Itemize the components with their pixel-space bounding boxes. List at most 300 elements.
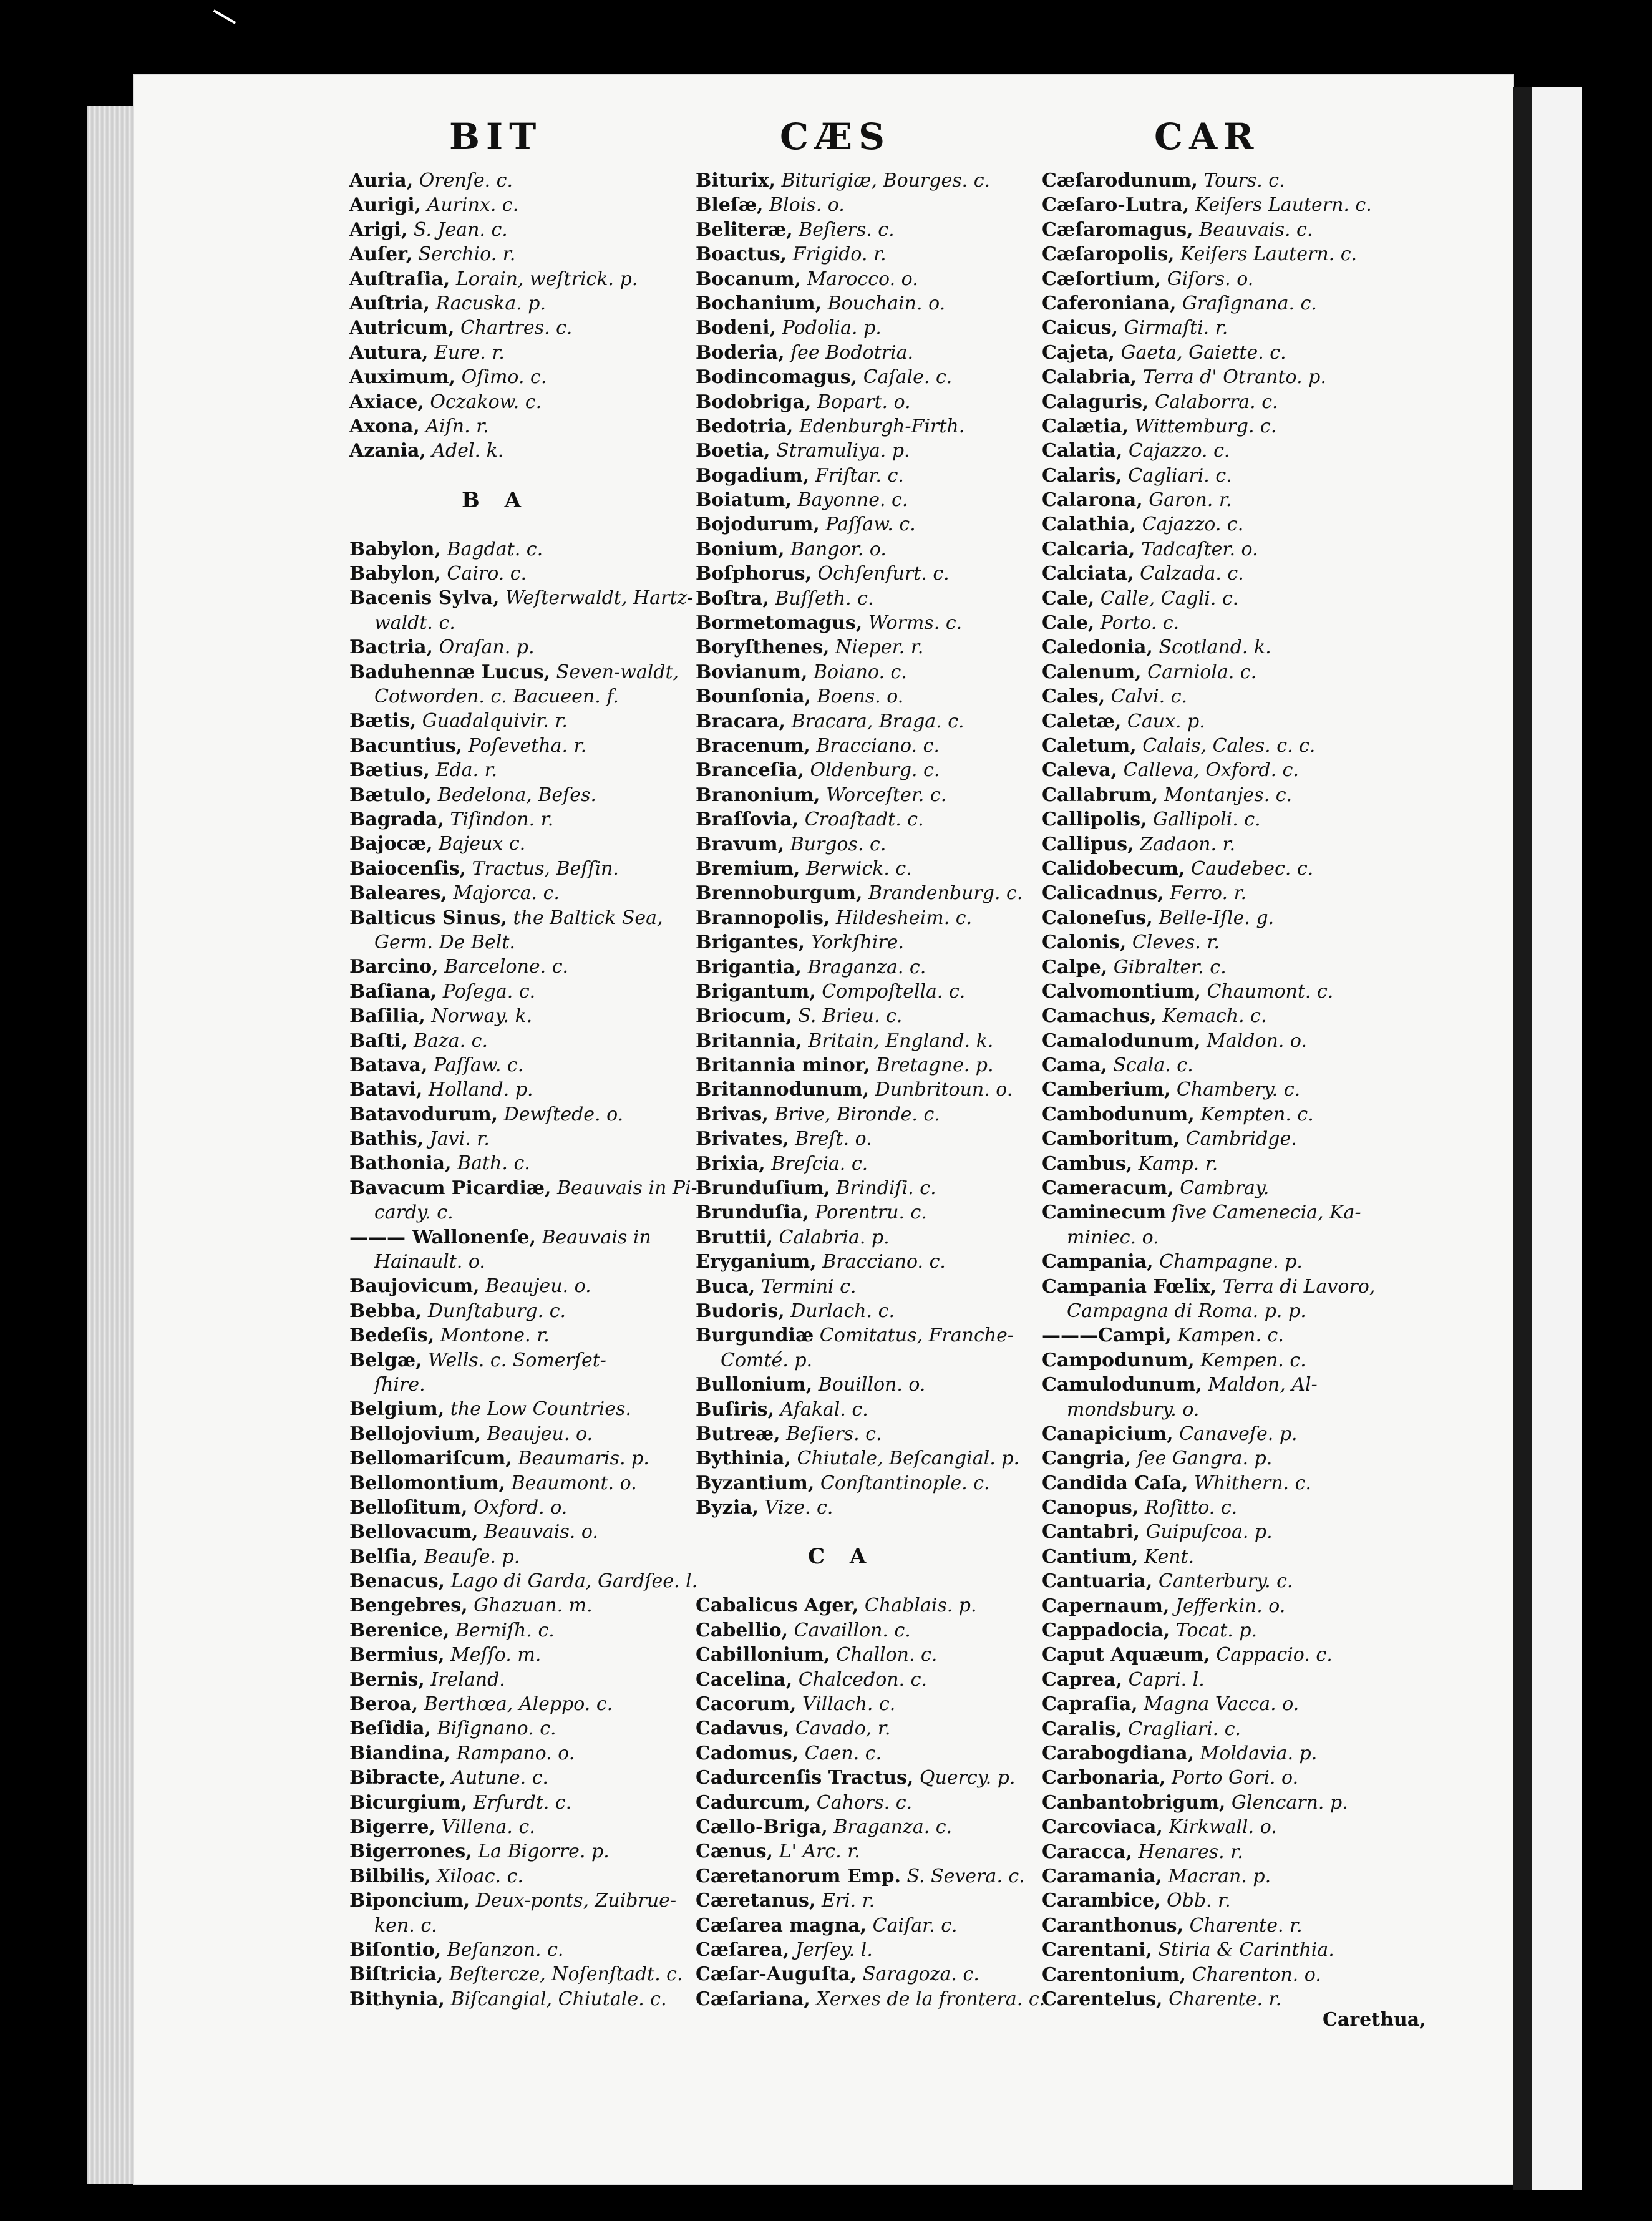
gazetteer-entry [1042,193,1375,217]
gazetteer-entry [696,1766,1045,1790]
modern-name: Conſtantinople. c. [820,1472,990,1494]
latin-name: Calathia, [1042,513,1137,536]
modern-name: Ferro. r. [1170,882,1247,905]
gazetteer-entry [696,1864,1045,1888]
latin-name: Callipolis, [1042,809,1147,831]
gazetteer-entry [696,1839,1045,1864]
latin-name: Bebba, [349,1300,422,1322]
gazetteer-entry [696,709,1045,734]
modern-name: Tours. c. [1203,170,1285,192]
latin-name: Cangria, [1042,1447,1132,1470]
catchword: Carethua, [1323,2009,1426,2031]
latin-name: Cænus, [696,1840,774,1863]
gazetteer-entry [1042,341,1375,365]
modern-name: Cotworden. c. Bacueen. f. [374,686,619,708]
latin-name: Boetia, [696,440,770,462]
gazetteer-entry [696,1299,1045,1323]
modern-name: Vize. c. [764,1497,833,1519]
gazetteer-entry [1042,168,1375,193]
latin-name: Camachus, [1042,1005,1157,1028]
modern-name: La Bigorre. p. [478,1840,610,1863]
gazetteer-entry [1042,291,1375,316]
gazetteer-entry [1042,1520,1375,1544]
gazetteer-entry [1042,1643,1375,1667]
gazetteer-entry [349,857,697,881]
modern-name: Xiloac. c. [437,1865,523,1887]
gazetteer-entry [1042,1077,1375,1102]
gazetteer-entry [696,586,1045,611]
modern-name: Chartres. c. [460,317,573,339]
modern-name: Edenburgh-Firth. [799,415,965,437]
latin-name: Cabalicus Ager, [696,1595,859,1617]
gazetteer-entry [349,1397,697,1421]
gazetteer-entry [696,857,1045,881]
gazetteer-entry [1042,365,1375,389]
latin-name: Aurigi, [349,194,422,216]
modern-name: Racuska. p. [435,292,547,314]
modern-name: Villena. c. [441,1816,535,1838]
gazetteer-entry [696,1422,1045,1446]
modern-name: Giſors. o. [1167,268,1254,290]
modern-name: Deux-ponts, Zuibrue- [475,1890,677,1912]
modern-name: Burgos. c. [790,833,887,855]
modern-name: Eure. r. [434,341,505,364]
gazetteer-entry [696,390,1045,414]
latin-name: Bovianum, [696,661,808,683]
latin-name: Auſer, [349,243,413,266]
modern-name: Stiria & Carinthia. [1158,1939,1334,1961]
modern-name: Bracciano. c. [822,1251,946,1273]
modern-name: Biturigiæ, Bourges. c. [781,170,991,192]
gazetteer-entry [349,1151,697,1175]
modern-name: Gaeta, Gaiette. c. [1120,341,1286,364]
modern-name: Caſale. c. [863,366,953,389]
latin-name: Camberium, [1042,1079,1171,1101]
latin-name: Bracenum, [696,734,810,757]
latin-name: Belgium, [349,1398,445,1421]
gazetteer-entry [349,955,697,979]
modern-name: Bayonne. c. [797,489,908,512]
gazetteer-entry [1042,1176,1375,1200]
latin-name: Boactus, [696,243,787,266]
gazetteer-entry [1042,1373,1375,1397]
latin-name: Brennoburgum, [696,882,863,905]
latin-name: Boſphorus, [696,563,812,585]
gazetteer-entry [1042,1791,1375,1815]
gazetteer-entry [1042,512,1375,537]
latin-name: Auſtria, [349,292,430,314]
gazetteer-entry [349,1373,697,1397]
gazetteer-entry [696,611,1045,635]
gazetteer-entry [696,1397,1045,1422]
gazetteer-entry [696,832,1045,857]
modern-name: Boiano. c. [814,661,907,683]
modern-name: S. Severa. c. [906,1865,1025,1887]
latin-name: Beſidia, [349,1718,432,1740]
latin-name: Byzia, [696,1497,759,1519]
modern-name: Blois. o. [769,194,845,216]
modern-name: Graſignana. c. [1182,292,1317,314]
gazetteer-entry [696,1323,1045,1348]
gazetteer-entry [349,390,697,414]
gazetteer-entry [696,684,1045,709]
modern-name: Champagne. p. [1159,1251,1303,1273]
gazetteer-entry [696,414,1045,439]
modern-name: Keiſers Lautern. c. [1180,243,1358,266]
modern-name: Brindiſi. c. [836,1177,936,1200]
latin-name: Brivates, [696,1128,789,1150]
latin-name: Calonis, [1042,931,1127,954]
gazetteer-entry [349,611,697,635]
column-right [1042,168,1375,2011]
latin-name: Calenum, [1042,661,1142,683]
latin-name: Bleſæ, [696,194,764,216]
running-header-center: CÆS [780,115,892,158]
modern-name: S. Jean. c. [413,218,508,241]
modern-name: Gallipoli. c. [1153,809,1261,831]
latin-name: Cabillonium, [696,1644,830,1666]
gazetteer-entry [1042,1717,1375,1741]
gazetteer-entry [349,635,697,659]
latin-name: Caranthonus, [1042,1914,1184,1937]
latin-name: Cale, [1042,612,1095,634]
gazetteer-entry [696,1938,1045,1962]
gazetteer-entry [1042,635,1375,659]
modern-name: Ghazuan. m. [474,1595,593,1617]
latin-name: Cacelina, [696,1668,793,1691]
latin-name: Calcaria, [1042,538,1135,560]
latin-name: Caloneſus, [1042,906,1153,929]
modern-name: Jerſey. l. [795,1938,873,1961]
modern-name: Calleva, Oxford. c. [1123,759,1299,782]
latin-name: Calidobecum, [1042,857,1185,880]
gazetteer-entry [349,979,697,1004]
gazetteer-entry [1042,832,1375,857]
latin-name: Burgundiæ [696,1324,814,1347]
gazetteer-entry [1042,242,1375,266]
latin-name: Calarona, [1042,489,1143,512]
latin-name: Belloſitum, [349,1496,468,1519]
modern-name: Poſevetha. r. [468,734,587,757]
modern-name: Guadalquivir. r. [422,710,568,732]
modern-name: Frigido. r. [792,243,887,266]
gazetteer-entry [696,1593,1045,1618]
latin-name: Baiocenſis, [349,857,467,880]
gazetteer-entry [349,1791,697,1815]
gazetteer-entry [1042,1495,1375,1520]
latin-name: Bactria, [349,636,434,659]
gazetteer-entry [696,635,1045,659]
modern-name: Capri. l. [1128,1668,1205,1691]
gazetteer-entry [696,783,1045,807]
modern-name: Seven-waldt, [556,661,679,683]
latin-name: Cama, [1042,1054,1107,1077]
modern-name: Porentru. c. [815,1202,927,1224]
gazetteer-entry [349,1176,697,1200]
gazetteer-entry [1042,488,1375,512]
modern-name: Tractus, Beſſin. [472,857,619,880]
gazetteer-entry [1042,1766,1375,1790]
gazetteer-entry [696,1250,1045,1274]
latin-name: ———Campi, [1042,1324,1172,1347]
modern-name: Paſſaw. c. [825,513,916,536]
gazetteer-entry [1042,1938,1375,1962]
modern-name: Cappacio. c. [1216,1644,1333,1666]
gazetteer-entry [1042,734,1375,758]
modern-name: Calle, Cagli. c. [1100,587,1239,610]
modern-name: Kampen. c. [1177,1324,1284,1347]
modern-name: Weſterwaldt, Hartz- [505,587,694,610]
latin-name: Auria, [349,170,414,192]
gazetteer-entry [349,1200,697,1225]
latin-name: Baujovicum, [349,1275,480,1298]
gazetteer-entry [696,1029,1045,1053]
latin-name: Autura, [349,341,429,364]
modern-name: Chambery. c. [1176,1079,1301,1101]
latin-name: Caput Aquæum, [1042,1644,1210,1666]
latin-name: Bedeſis, [349,1324,435,1347]
latin-name: Caleva, [1042,759,1118,782]
modern-name: Ireland. [430,1668,505,1691]
gazetteer-entry [1042,1815,1375,1839]
gazetteer-entry [349,193,697,217]
gazetteer-entry [696,267,1045,291]
gazetteer-entry [1042,1987,1375,2011]
gazetteer-entry [349,832,697,856]
gazetteer-entry [349,1471,697,1495]
modern-name: Britain, England. k. [808,1029,994,1052]
gazetteer-entry [349,1938,697,1962]
modern-name: Glencarn. p. [1231,1791,1348,1814]
gazetteer-entry [1042,1323,1375,1348]
gazetteer-entry [696,1643,1045,1667]
gazetteer-entry [1042,1422,1375,1446]
latin-name: Brigantes, [696,931,805,954]
modern-name: Eri. r. [821,1890,875,1912]
gazetteer-entry [349,1077,697,1102]
gazetteer-entry [1042,1864,1375,1888]
latin-name: Campania, [1042,1251,1154,1273]
modern-name: Porto. c. [1100,612,1180,634]
latin-name: Carambice, [1042,1890,1161,1912]
gazetteer-entry [696,1200,1045,1225]
gazetteer-entry [349,316,697,340]
gazetteer-entry [696,930,1045,955]
modern-name: Dewſtede. o. [503,1103,624,1125]
latin-name: Brannopolis, [696,906,830,929]
latin-name: Branceſia, [696,759,804,782]
modern-name: Oxford. o. [473,1496,568,1519]
latin-name: Benacus, [349,1570,445,1593]
modern-name: Calabria. p. [779,1226,890,1248]
running-header-left: BIT [449,115,543,158]
gazetteer-entry [349,218,697,242]
modern-name: Beauvais in Pi- [557,1177,697,1199]
gazetteer-entry [1042,1348,1375,1373]
modern-name: Beauvais. o. [483,1521,598,1543]
latin-name: Cappadocia, [1042,1620,1170,1642]
gazetteer-entry [1042,1545,1375,1569]
gazetteer-entry [696,955,1045,979]
modern-name: Afakal. c. [780,1398,868,1421]
gazetteer-entry [349,1323,697,1348]
modern-name: Aiſn. r. [425,415,489,437]
latin-name: Bermius, [349,1644,445,1666]
gazetteer-entry [349,1029,697,1053]
latin-name: Cæſortium, [1042,268,1162,290]
latin-name: Bætius, [349,759,430,782]
gazetteer-entry [349,586,697,610]
gazetteer-entry [696,881,1045,905]
gazetteer-entry [349,1102,697,1127]
latin-name: Calatia, [1042,440,1123,462]
latin-name: Calciata, [1042,563,1134,585]
latin-name: Cæſarea magna, [696,1914,867,1937]
modern-name: Maldon. o. [1207,1029,1307,1052]
modern-name: Braganza. c. [807,956,926,978]
modern-name: Obb. r. [1167,1890,1231,1912]
latin-name: Cameracum, [1042,1177,1174,1200]
modern-name: Buſſeth. c. [775,587,874,610]
modern-name: Quercy. p. [919,1767,1016,1789]
modern-name: Villach. c. [802,1693,896,1716]
latin-name: Bormetomagus, [696,612,863,634]
gazetteer-entry [349,1618,697,1643]
modern-name: Calzada. c. [1140,563,1244,585]
latin-name: Brigantum, [696,980,816,1003]
gazetteer-entry [1042,1102,1375,1127]
modern-name: Holland. p. [428,1079,533,1101]
modern-name: Beaumont. o. [511,1472,637,1494]
modern-name: Termini c. [760,1275,857,1298]
gazetteer-entry [349,1274,697,1298]
latin-name: Cabellio, [696,1619,789,1641]
modern-name: Orenſe. c. [419,170,513,192]
modern-name: Compoſtella. c. [822,980,966,1003]
gazetteer-entry [349,341,697,365]
gazetteer-entry [349,1250,697,1274]
gazetteer-entry [1042,1152,1375,1176]
modern-name: Scala. c. [1113,1054,1193,1077]
modern-name: Autune. c. [452,1767,549,1789]
latin-name: Carbonaria, [1042,1767,1166,1789]
latin-name: Bacuntius, [349,734,463,757]
latin-name: Brigantia, [696,956,802,978]
modern-name: Scotland. k. [1159,636,1271,659]
gazetteer-entry [1042,783,1375,807]
latin-name: Boderia, [696,341,785,364]
modern-name: Chablais. p. [864,1595,977,1617]
latin-name: Bonium, [696,538,785,560]
modern-name: ſhire. [374,1373,425,1396]
gazetteer-entry [1042,390,1375,414]
latin-name: Callabrum, [1042,784,1159,806]
gazetteer-entry [1042,1471,1375,1495]
modern-name: Cairo. c. [447,563,527,585]
modern-name: Aurinx. c. [427,194,519,216]
gazetteer-entry [349,684,697,709]
modern-name: Beauvais in [542,1226,651,1248]
modern-name: Bagdat. c. [447,538,543,560]
latin-name: Axiace, [349,391,424,413]
latin-name: Bacenis Sylva, [349,587,500,610]
modern-name: Kent. [1144,1545,1195,1568]
gazetteer-entry [349,291,697,316]
latin-name: Candida Caſa, [1042,1472,1188,1494]
gazetteer-entry [349,1127,697,1151]
modern-name: Erfurdt. c. [473,1791,572,1814]
modern-name: Beſiers. c. [786,1422,882,1445]
latin-name: Cæſariana, [696,1988,810,2010]
gazetteer-entry [696,341,1045,365]
gazetteer-entry [1042,1569,1375,1593]
gazetteer-entry [349,561,697,586]
latin-name: Bodobriga, [696,391,812,413]
latin-name: Bagrada, [349,808,444,830]
modern-name: Bangor. o. [790,538,887,560]
gazetteer-entry [349,1446,697,1470]
modern-name: Macran. p. [1168,1865,1271,1887]
modern-name: S. Brieu. c. [798,1005,903,1028]
gazetteer-entry [349,1962,697,1986]
latin-name: Babylon, [349,538,441,560]
modern-name: Guipuſcoa. p. [1145,1521,1273,1543]
gazetteer-entry [696,1913,1045,1938]
latin-name: Beroa, [349,1693,419,1716]
modern-name: Podolia. p. [782,317,882,339]
latin-name: Camulodunum, [1042,1374,1202,1396]
latin-name: Canbantobrigum, [1042,1791,1226,1814]
latin-name: Bodeni, [696,317,777,339]
modern-name: Magna Vacca. o. [1144,1693,1300,1716]
modern-name: Comitatus, Franche- [819,1324,1014,1347]
modern-name: Bracara, Braga. c. [791,710,964,732]
gazetteer-entry [349,439,697,463]
gazetteer-entry [696,1741,1045,1766]
modern-name: Berwick. c. [805,857,912,880]
modern-name: Caux. p. [1127,710,1205,732]
latin-name: Baduhennæ Lucus, [349,661,551,683]
modern-name: Braganza. c. [833,1816,953,1838]
latin-name: Balticus Sinus, [349,906,507,929]
modern-name: Germ. De Belt. [374,931,515,953]
modern-name: the Low Countries. [450,1398,631,1421]
modern-name: Porto Gori. o. [1172,1767,1299,1789]
latin-name: Baſilia, [349,1005,425,1028]
column-center [696,168,1045,2011]
next-page-edge [1532,87,1582,2190]
gazetteer-entry [1042,1200,1375,1225]
modern-name: Yorkſhire. [810,931,905,954]
gazetteer-entry [349,1668,697,1692]
modern-name: Croaſtadt. c. [804,809,924,831]
modern-name: Adel. k. [432,440,504,462]
gazetteer-entry [696,1348,1045,1373]
modern-name: Beaujeu. o. [487,1422,593,1445]
latin-name: Bounſonia, [696,686,811,708]
modern-name: Girmaſti. r. [1124,317,1228,339]
latin-name: Cæſaropolis, [1042,243,1175,266]
gazetteer-entry [696,1716,1045,1741]
latin-name: Calætia, [1042,415,1129,437]
gazetteer-entry [1042,1029,1375,1053]
gazetteer-entry [696,242,1045,266]
latin-name: Biponcium, [349,1890,470,1912]
gazetteer-entry [1042,1913,1375,1938]
modern-name: Charenton. o. [1192,1963,1321,1986]
modern-name: Oldenburg. c. [810,759,940,782]
latin-name: Cæſaro-Lutra, [1042,194,1190,216]
